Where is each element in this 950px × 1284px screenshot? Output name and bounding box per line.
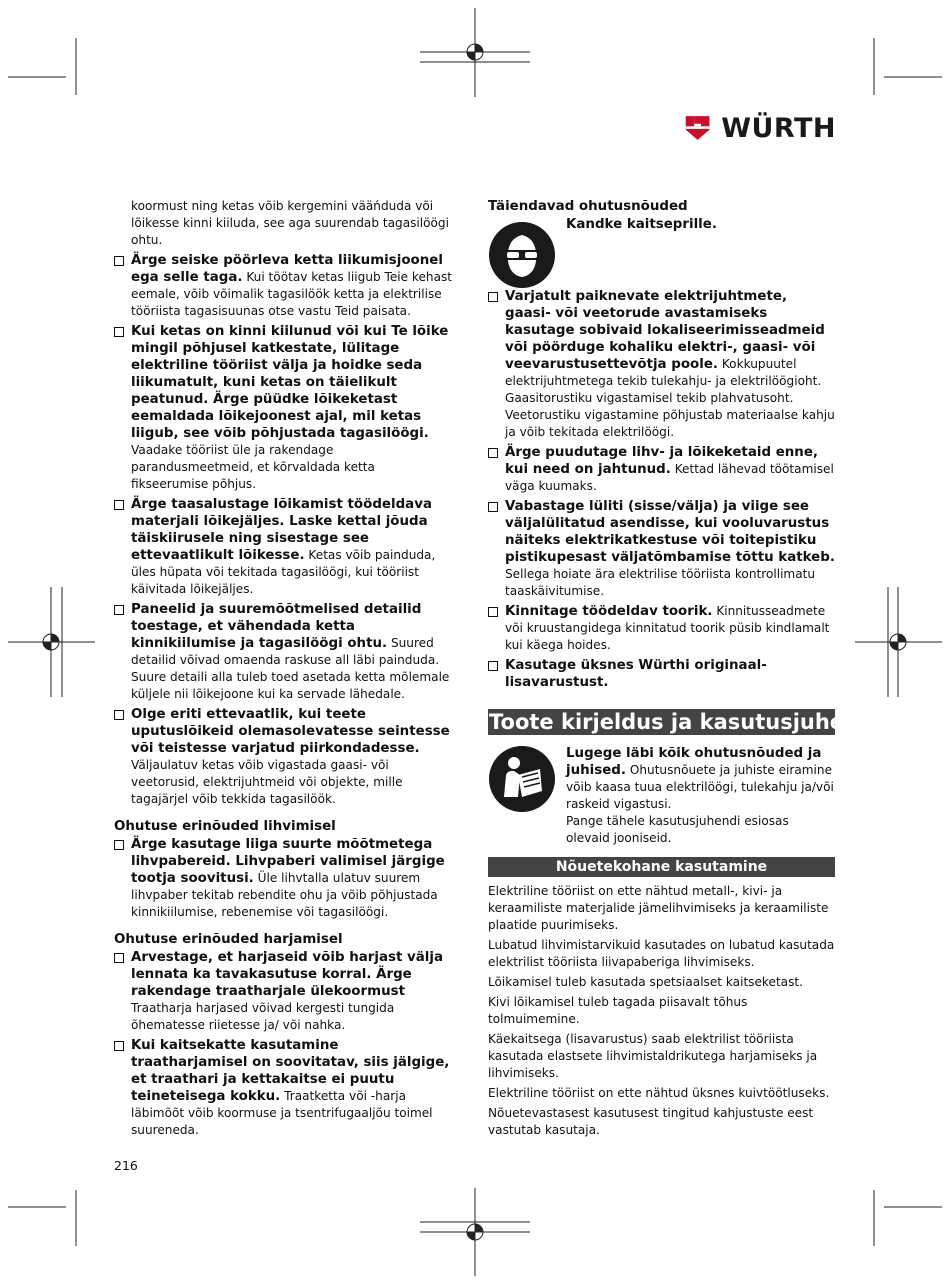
checkbox-bullet-icon [488, 292, 498, 302]
list-item [488, 657, 835, 691]
item-bold-text: Kui kaitsekatte kasutamine traatharjamisel on soovitatav, siis jälgige, et traathari ja kettakaitse ei puutu teineteisega kokku. [131, 1038, 450, 1104]
goggles-text: Kandke kaitseprille. [566, 217, 717, 232]
manual-paragraph-2: Pange tähele kasutusjuhendi esiosas olevaid jooniseid. [566, 814, 789, 845]
read-manual-icon [488, 745, 556, 813]
checkbox-bullet-icon [488, 502, 498, 512]
item-text: Vaadake tööriist üle ja rakendage parandusmeetmeid, et kõrvaldada ketta fikseerumise põhjus. [131, 443, 375, 491]
checkbox-bullet-icon [488, 448, 498, 458]
checkbox-bullet-icon [114, 840, 124, 850]
item-text: Kui töötav ketas liigub Teie kehast eemale, võib võimalik tagasilöök ketta ja elektrilise tööriista tagasisuunas otse vastu Teid paisata. [131, 270, 453, 318]
checkbox-bullet-icon [114, 605, 124, 615]
checkbox-bullet-icon [114, 1041, 124, 1051]
item-text: Kettad lähevad töötamisel väga kuumaks. [505, 462, 834, 493]
checkbox-bullet-icon [114, 710, 124, 720]
item-bold-text: Kasutage üksnes Würthi originaal-lisavarustust. [505, 658, 767, 690]
intended-use-paragraph: Lubatud lihvimistarvikuid kasutades on lubatud kasutada elektrilist tööriista liivapaberiga lihvimiseks. [488, 938, 835, 969]
section-heading: Ohutuse erinõuded lihvimisel [114, 819, 336, 834]
item-text: Ketas võib painduda, üles hüpata või tekitada tagasilöögi, kui tööriist käivitada lõikejäljes. [131, 548, 436, 596]
item-bold-text: Varjatult paiknevate elektrijuhtmete, gaasi- või veetorude avastamiseks kasutage sobivaid lokaliseerimisseadmeid või pöörduge kohaliku elektri-, gaasi- või veevarustusettevõtja poole. [505, 289, 825, 372]
checkbox-bullet-icon [114, 500, 124, 510]
intended-use-paragraph: Nõuetevastasest kasutusest tingitud kahjustuste eest vastutab kasutaja. [488, 1106, 814, 1137]
wurth-logo [684, 110, 836, 146]
item-bold-text: Kinnitage töödeldav toorik. [505, 604, 713, 619]
checkbox-bullet-icon [488, 661, 498, 671]
item-bold-text: Paneelid ja suuremõõtmelised detailid toestage, et vähendada ketta kinnikiilumise ja tagasilöögi ohtu. [131, 602, 422, 651]
intended-use-paragraph: Lõikamisel tuleb kasutada spetsiaalset kaitseketast. [488, 975, 803, 989]
manual-bold-text: Lugege läbi kõik ohutusnõuded ja juhised. [566, 746, 822, 778]
intended-use-paragraph: Elektriline tööriist on ette nähtud metall-, kivi- ja keraamiliste materjalide jämelihvimiseks ja keraamiliste plaatide puurimiseks. [488, 884, 829, 932]
item-text: Traatharja harjased võivad kergesti tungida õhematesse riietesse ja/ või nahka. [131, 1001, 395, 1032]
intended-use-paragraph: Elektriline tööriist on ette nähtud üksnes kuivtöötluseks. [488, 1086, 830, 1100]
item-bold-text: Kui ketas on kinni kiilunud või kui Te lõike mingil põhjusel katkestate, lülitage elektriline tööriist välja ja hoidke seda liikumatult, kuni ketas on täielikult peatunud. Ärge püüdke lõikeketast eemaldada lõikejoonest ajal, mil ketas liigub, see võib põhjustada tagasilöögi. [131, 324, 449, 441]
right-column [488, 198, 875, 1142]
list-item [114, 496, 456, 598]
subsection-title-bar: Nõuetekohane kasutamine [488, 857, 835, 877]
item-text: Väljaulatuv ketas võib vigastada gaasi- või veetorusid, elektrijuhtmeid või objekte, mille tagajärjel võib tekkida tagasilöök. [131, 758, 403, 806]
item-text: Üle lihvtalla ulatuv suurem lihvpaber tekitab rebendite ohu ja võib põhjustada kinnikiilumise, rebenemise või tagasilöögi. [131, 871, 438, 919]
section-heading: Ohutuse erinõuded harjamisel [114, 932, 343, 947]
item-bold-text: Vabastage lüliti (sisse/välja) ja viige see väljalülitatud asendisse, kui vooluvarustus näiteks elektrikatkestuse või toitepistiku pistikupesast väljatõmbamise tõttu katkeb. [505, 499, 835, 565]
item-text: Traatketta või -harja läbimõõt võib koormuse ja tsentrifugaaljõu toimel suureneda. [131, 1089, 433, 1137]
checkbox-bullet-icon [114, 327, 124, 337]
list-item [114, 323, 456, 493]
item-text: Suured detailid võivad omaenda raskuse all läbi painduda. Suure detaili alla tuleb toed asetada ketta mõlemale küljele nii lõikejoone kui ka servade lähedale. [131, 636, 450, 701]
item-bold-text: Ärge seiske pöörleva ketta liikumisjoonel ega selle taga. [131, 253, 443, 285]
checkbox-bullet-icon [114, 953, 124, 963]
list-item [114, 949, 456, 1034]
brand-name: WÜRTH [721, 112, 836, 144]
list-item [488, 444, 835, 495]
item-bold-text: Ärge taasalustage lõikamist töödeldava materjali lõikejäljes. Laske kettal jõuda täiskiirusele ning sisestage see ettevaatlikult lõikesse. [131, 497, 432, 563]
read-manual-notice [488, 745, 835, 847]
item-bold-text: Arvestage, et harjaseid võib harjast välja lennata ka tavakasutuse korral. Ärge rakendage traatharjale ülekoormust [131, 950, 444, 999]
intended-use-paragraph: Käekaitsega (lisavarustus) saab elektrilist tööriista kasutada elastsete lihvimistaldrikutega harjamiseks ja lihvimiseks. [488, 1032, 818, 1080]
manual-text: Ohutusnõuete ja juhiste eiramine võib kaasa tuua elektrilöögi, tulekahju ja/või raskeid vigastusi. [566, 763, 834, 811]
item-bold-text: Ärge kasutage liiga suurte mõõtmetega lihvpabereid. Lihvpaberi valimisel järgige tootja soovitusi. [131, 837, 445, 886]
goggles-notice [488, 216, 835, 288]
intro-paragraph: koormust ning ketas võib kergemini vääńduda või lõikesse kinni kiiluda, see aga suurendab tagasilöögi ohtu. [131, 199, 449, 247]
list-item [114, 706, 456, 808]
item-text: Sellega hoiate ära elektrilise tööriista kontrollimatu taaskäivitumise. [505, 567, 816, 598]
list-item [114, 601, 456, 703]
item-bold-text: Olge eriti ettevaatlik, kui teete uputuslõikeid olemasolevatesse seintesse või teistesse varjatud piirkondadesse. [131, 707, 450, 756]
list-item [488, 603, 835, 654]
left-column [114, 198, 456, 1142]
item-text: Kokkupuutel elektrijuhtmetega tekib tulekahju- ja elektrilöögioht. Gaasitorustiku vigastamisel tekib plahvatusoht. Veetorustiku vigastamine põhjustab materiaalse kahju ja võib tekitada elektrilöögi. [505, 357, 835, 439]
item-text: Kinnitusseadmete või kruustangidega kinnitatud toorik püsib kindlamalt kui käega hoides. [505, 604, 830, 652]
section-title-bar: Toote kirjeldus ja kasutusjuhend [489, 710, 875, 734]
wurth-logo-icon [684, 112, 711, 144]
list-item [114, 1037, 456, 1139]
checkbox-bullet-icon [114, 256, 124, 266]
checkbox-bullet-icon [488, 607, 498, 617]
list-item [488, 288, 835, 441]
item-bold-text: Ärge puudutage lihv- ja lõikeketaid enne, kui need on jahtunud. [505, 445, 819, 477]
list-item [114, 252, 456, 320]
safety-goggles-icon [488, 221, 556, 289]
intended-use-paragraph: Kivi lõikamisel tuleb tagada piisavalt tõhus tolmuimemine. [488, 995, 748, 1026]
list-item [114, 836, 456, 921]
section-heading: Täiendavad ohutusnõuded [488, 199, 688, 214]
list-item [488, 498, 835, 600]
page-number: 216 [114, 1158, 138, 1173]
